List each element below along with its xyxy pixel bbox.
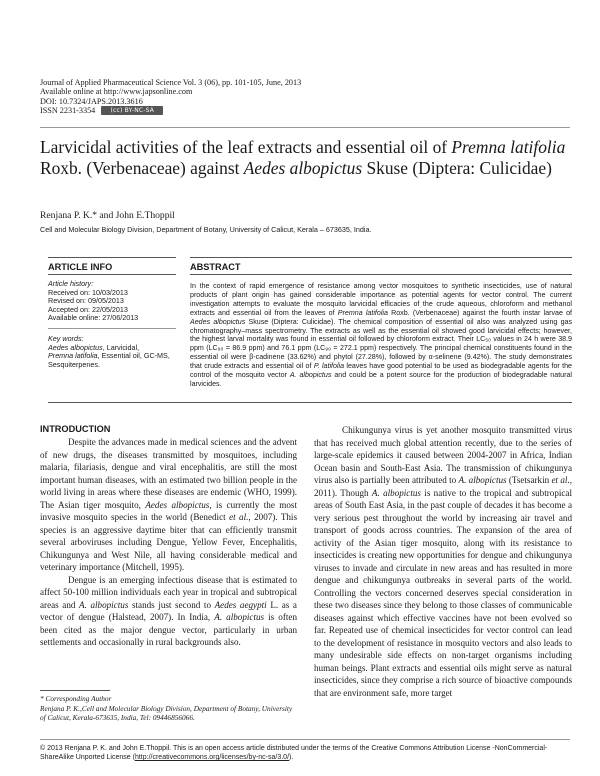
article-info-top-rule xyxy=(48,257,176,258)
intro-paragraph-3 xyxy=(314,424,572,699)
para-species: A. albopictus xyxy=(214,612,265,622)
title-species: Aedes albopictus xyxy=(243,158,363,178)
footnote-rule xyxy=(40,690,110,691)
para-text: Chikungunya virus is yet another mosquito transmitted virus that has received much global attention recently, due to the series of large-scale epidemics it caused between 2004-2007 in Africa, Indian Ocean basin and South-East Asia. The transmission of chikungunya virus also is partially been attributed to xyxy=(314,425,572,485)
keyword-text: , Larvicidal, xyxy=(102,342,140,352)
title-part: Roxb. (Verbenaceae) against xyxy=(40,158,244,178)
header-rule xyxy=(40,127,570,128)
para-species: Aedes aegypti xyxy=(214,599,267,610)
abstract-species: Aedes albopictus xyxy=(190,317,246,326)
para-text: , is currently the most invasive mosquito species in the world (Benedict xyxy=(40,499,297,522)
abstract-species: Premna latifolia xyxy=(337,308,388,317)
right-column xyxy=(314,424,572,699)
issn: ISSN 2231-3354 xyxy=(40,106,96,116)
abstract-heading: ABSTRACT xyxy=(190,262,241,272)
affiliation: Cell and Molecular Biology Division, Department of Botany, University of Calicut, Kerala – 673635, India. xyxy=(40,225,372,234)
abstract-text: Skuse (Diptera: Culicidae). The chemical composition of essential oil also was analyzed using gas chromatography–mass spectrometry. The extracts as well as the essential oil showed good larvicidal effects; however, the highest larval mortality was found in essential oil followed by chloroform extract. Their LC₅₀ values in 24 h were 38.9 ppm (LC₉₀ = 86.9 ppm) and 76.1 ppm (LC₉₀ = 272.1 ppm) respectively. The principal chemical constituents found in the essential oil were β-cadinene (33.62%) and phytol (27.28%), followed by α-selinene (9.42%). The study demonstrates that crude extracts and essential oil of xyxy=(190,317,573,371)
title-part: Skuse (Diptera: Culicidae) xyxy=(362,158,552,178)
para-etal: et al. xyxy=(229,512,249,522)
article-title xyxy=(40,137,570,179)
abstract-species: P. latifolia xyxy=(313,362,345,371)
keyword-species: Aedes albopictus xyxy=(48,342,103,352)
license-rule xyxy=(40,739,570,740)
abstract-text: Roxb. (Verbenaceae) against the fourth instar larvae of xyxy=(387,308,572,317)
issn-row xyxy=(40,106,301,115)
footnote xyxy=(40,694,295,723)
article-info-divider xyxy=(48,328,176,329)
para-species: A. albopictus xyxy=(79,599,129,610)
history-received: Received on: 10/03/2013 xyxy=(48,287,128,297)
article-info xyxy=(48,280,176,369)
footnote-address: Renjana P. K.,Cell and Molecular Biology Division, Department of Botany, University of Calicut, Kerala-673635, India, Tel: 09446856066. xyxy=(40,703,293,723)
title-species: Premna latifolia xyxy=(451,137,566,157)
article-info-rule xyxy=(48,274,176,275)
journal-doi: DOI: 10.7324/JAPS.2013.3616 xyxy=(40,96,143,106)
intro-paragraph-2 xyxy=(40,574,297,649)
abstract-body xyxy=(190,282,572,389)
para-etal: et al. xyxy=(551,475,570,485)
abstract-text: and could be a potent source for the production of biodegradable natural larvicides. xyxy=(190,371,572,388)
license-link[interactable]: http://creativecommons.org/licenses/by-nc-sa/3.0/ xyxy=(134,754,290,761)
journal-header xyxy=(40,78,301,116)
keyword-text: , Essential oil, GC-MS, Sesquiterpenes. xyxy=(48,351,170,369)
para-text: is often been cited as the major dengue vector, particularly in urban settlements and occasionally in rural backgrounds also. xyxy=(40,612,297,647)
keywords xyxy=(48,344,176,370)
abstract-bottom-rule xyxy=(48,402,572,403)
license-text: © 2013 Renjana P. K. and John E.Thoppil. This is an open access article distributed under the terms of the Creative Commons Attribution License -NonCommercial-ShareAlike Unported License ( xyxy=(40,745,548,761)
license-text: ). xyxy=(289,754,294,761)
introduction-heading: INTRODUCTION xyxy=(40,424,111,434)
keyword-species: Premna latifolia xyxy=(48,351,98,361)
history-online: Available online: 27/06/2013 xyxy=(48,313,139,323)
history-revised: Revised on: 09/05/2013 xyxy=(48,296,124,306)
intro-paragraph-1 xyxy=(40,436,297,574)
abstract-text: leaves have good potential to be used as biodegradable agents for the control of the mosquito vector xyxy=(190,362,572,380)
para-species: A. albopictus xyxy=(371,487,421,498)
abstract-species: A. albopictus xyxy=(289,371,332,380)
history-label: Article history: xyxy=(48,279,94,288)
abstract-top-rule xyxy=(190,257,572,258)
cc-license-badge: (cc) BY-NC-SA xyxy=(101,106,163,115)
para-text: stands just second to xyxy=(128,599,215,610)
para-text: (Tsetsarkin xyxy=(506,475,552,485)
para-text: , 2011). Though xyxy=(314,475,572,498)
title-part: Larvicidal activities of the leaf extracts and essential oil of xyxy=(40,137,452,157)
license-statement xyxy=(40,744,570,762)
para-text: Despite the advances made in medical sciences and the advent of new drugs, the diseases transmitted by mosquitoes, including malaria, filariasis, dengue and viral encephalitis, are still the most important human diseases, with an estimated two billion people in the world living in areas where these diseases are endemic (WHO, 1999). The Asian tiger mosquito, xyxy=(40,437,297,510)
keywords-label: Key words: xyxy=(48,333,84,343)
para-species: A. albopictus xyxy=(458,475,507,485)
history-accepted: Accepted on: 22/05/2013 xyxy=(48,304,128,314)
left-column xyxy=(40,436,297,649)
para-species: Aedes albopictus xyxy=(145,499,210,510)
footnote-marker: * Corresponding Author xyxy=(40,694,112,703)
abstract-text: In the context of rapid emergence of resistance among vector mosquitoes to synthetic insecticides, use of natural products of plant origin has gained considerable importance as potential agents for vector control. The current investigation attempts to evaluate the mosquito larvicidal efficacies of the crude aqueous, chloroform and methanol extracts and essential oil from the leaves of xyxy=(190,282,572,317)
journal-citation: Journal of Applied Pharmaceutical Science Vol. 3 (06), pp. 101-105, June, 2013 xyxy=(40,78,302,87)
article-info-heading: ARTICLE INFO xyxy=(48,262,113,272)
para-text: is native to the tropical and subtropical areas of South East Asia, in the past couple of decades it has become a very serious pest throughout the world by increasing air travel and transport of goods across countries. The expansion of the area of activity of the Asian tiger mosquito, along with its resistance to insecticides is creating new opportunities for dengue and chikungunya viruses to invade and circulate in new areas and has resulted in more dengue and chikungunya outbreaks in several parts of the world. Controlling the vectors concerned deserves special consideration in these two diseases since they belong to those classes of communicable diseases against which effective vaccines have not been evolved so far. Repeated use of chemical insecticides for vector control can lead to the development of resistance in mosquito vectors and also leads to many undesirable side effects on non-target organisms including human beings. Plant extracts and essential oils might serve as natural insecticides, since they comprise a rich source of bioactive compounds that are environment safe, more target xyxy=(314,487,572,698)
authors: Renjana P. K.* and John E.Thoppil xyxy=(40,210,175,221)
journal-url: Available online at http://www.japsonline.com xyxy=(40,87,193,97)
para-text: L. as a vector of dengue (Halstead, 2007). In India, xyxy=(40,599,297,622)
para-text: Dengue is an emerging infectious disease that is estimated to affect 50-100 million individuals each year in tropical and subtropical areas and xyxy=(40,574,297,610)
para-text: , 2007). This species is an aggressive daytime biter that can efficiently transmit several arboviruses including Dengue, Yellow Fever, Encephalitis, Chikungunya and West Nile, all having considerable medical and veterinary importance (Mitchell, 1995). xyxy=(40,512,297,572)
abstract-rule xyxy=(190,274,572,275)
